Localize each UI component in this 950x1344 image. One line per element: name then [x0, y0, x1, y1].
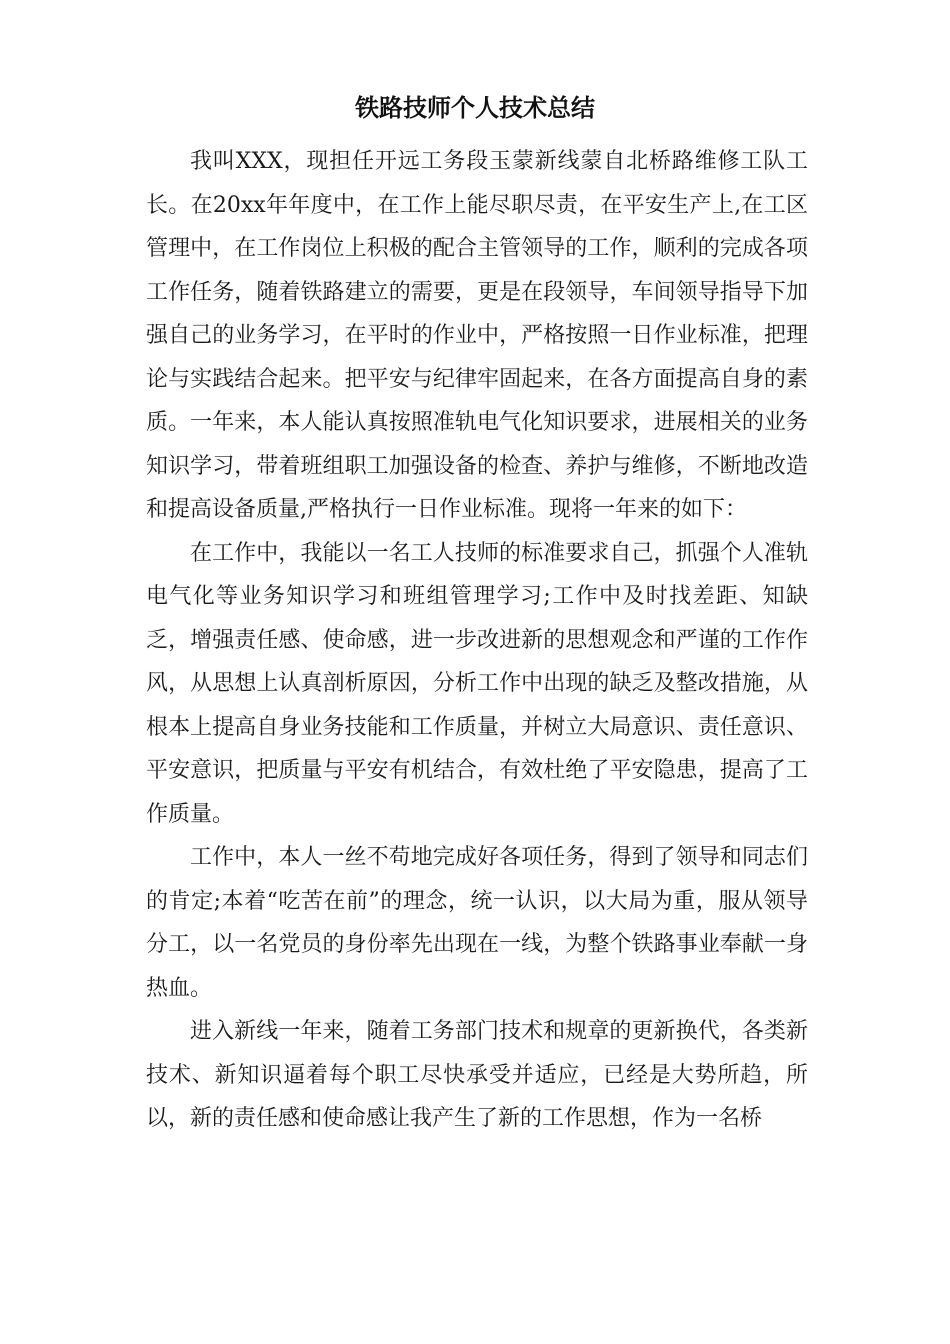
paragraph-3: 工作中，本人一丝不苟地完成好各项任务，得到了领导和同志们的肯定;本着“吃苦在前”的理念，统一认识，以大局为重，服从领导分工，以一名党员的身份率先出现在一线，为整个铁路事业奉献一身热血。 — [146, 845, 808, 1001]
document-title: 铁路技师个人技术总结 — [355, 93, 595, 122]
paragraph-4: 进入新线一年来，随着工务部门技术和规章的更新换代，各类新技术、新知识逼着每个职工尽快承受并适应，已经是大势所趋，所以，新的责任感和使命感让我产生了新的工作思想，作为一名桥 — [146, 1019, 808, 1131]
paragraph-2: 在工作中，我能以一名工人技师的标准要求自己，抓强个人准轨电气化等业务知识学习和班组管理学习;工作中及时找差距、知缺乏，增强责任感、使命感，进一步改进新的思想观念和严谨的工作作风，从思想上认真剖析原因，分析工作中出现的缺乏及整改措施，从根本上提高自身业务技能和工作质量，并树立大局意识、责任意识、平安意识，把质量与平安有机结合，有效杜绝了平安隐患，提高了工作质量。 — [146, 540, 808, 827]
paragraph-1: 我叫XXX，现担任开远工务段玉蒙新线蒙自北桥路维修工队工长。在20xx年年度中，在工作上能尽职尽责，在平安生产上,在工区管理中，在工作岗位上积极的配合主管领导的工作，顺利的完成各项工作任务，随着铁路建立的需要，更是在段领导，车间领导指导下加强自己的业务学习，在平时的作业中，严格按照一日作业标准，把理论与实践结合起来。把平安与纪律牢固起来，在各方面提高自身的素质。一年来，本人能认真按照准轨电气化知识要求，进展相关的业务知识学习，带着班组职工加强设备的检查、养护与维修，不断地改造和提高设备质量,严格执行一日作业标准。现将一年来的如下： — [146, 149, 808, 522]
document-body — [146, 140, 808, 1141]
